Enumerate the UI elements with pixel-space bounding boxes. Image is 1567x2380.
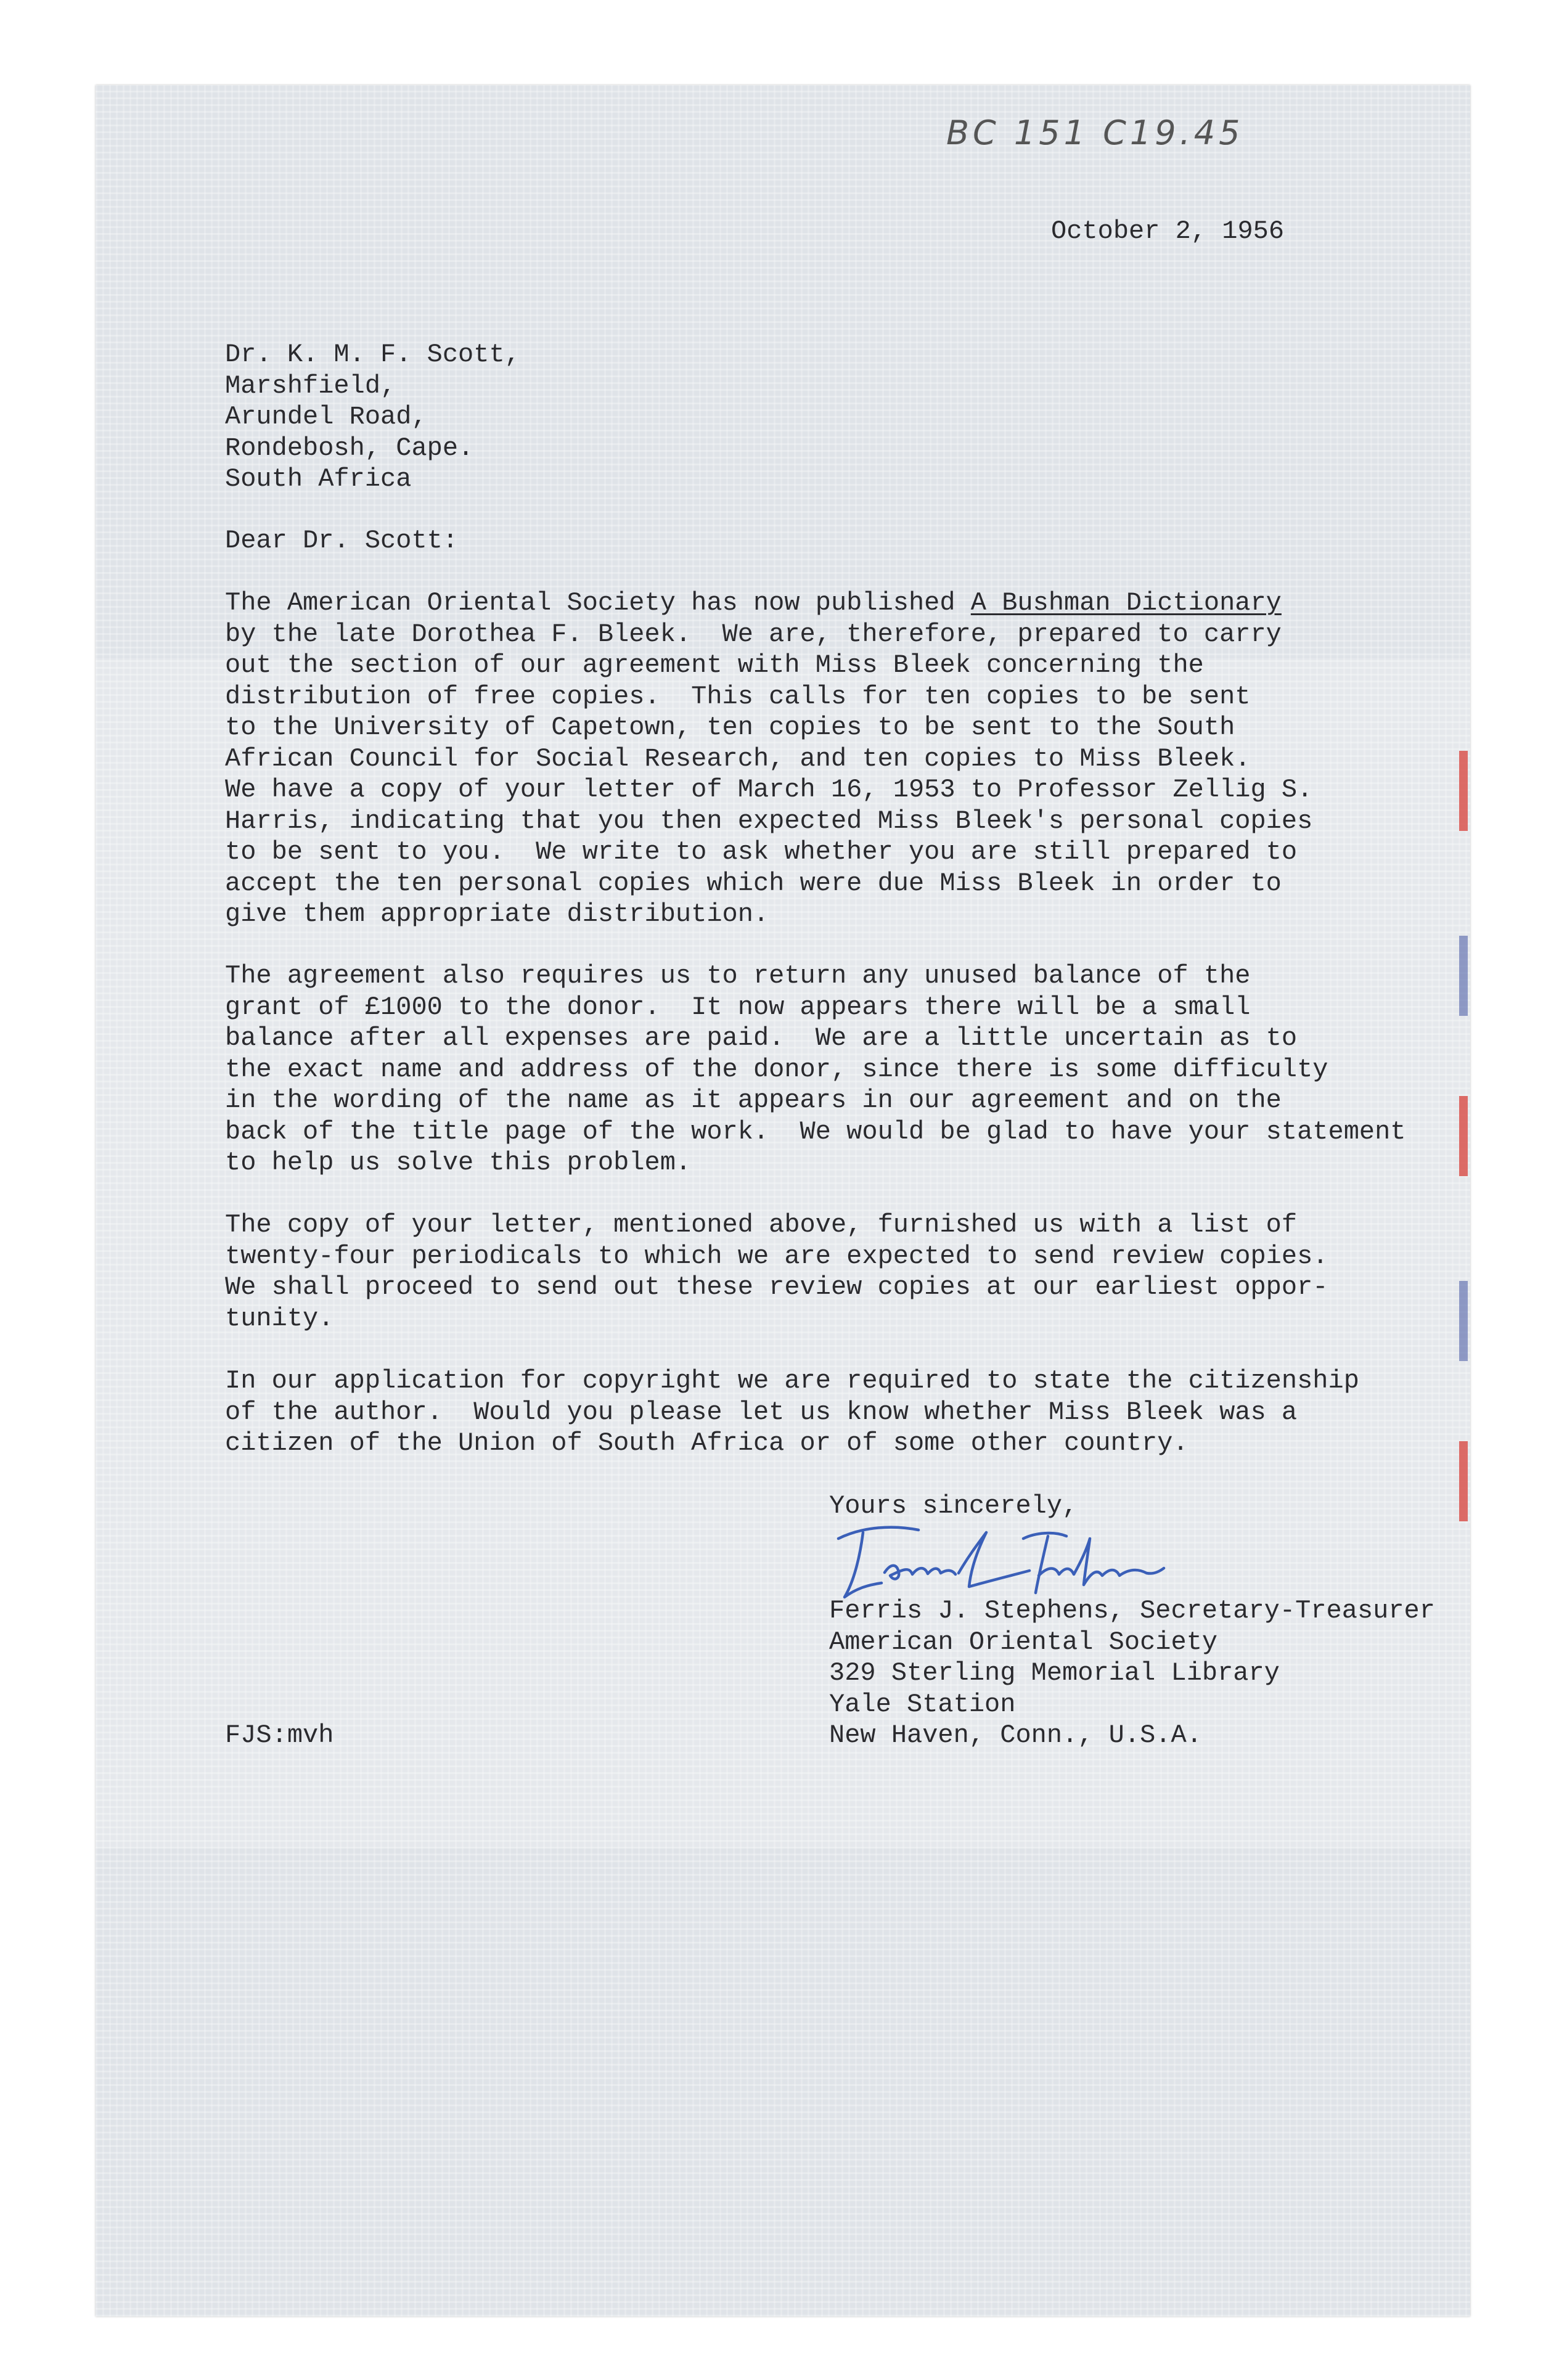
- typist-initials: FJS:mvh: [225, 1720, 334, 1750]
- body-paragraph-4: In our application for copyright we are required to state the citizenship of the author. Would you please let us know whether Miss Bleek was a citizen of the Union of South Africa or of some other country.: [225, 1366, 1359, 1458]
- address-line: Arundel Road,: [225, 402, 427, 431]
- airmail-stripe-red: [1459, 1096, 1468, 1176]
- airmail-stripe-red: [1459, 1441, 1468, 1521]
- archive-reference-note: BC 151 C19.45: [946, 113, 1244, 152]
- airmail-border-stripes: [1446, 751, 1470, 1540]
- recipient-address: [225, 339, 520, 495]
- address-line: Rondebosh, Cape.: [225, 433, 474, 463]
- address-line: Dr. K. M. F. Scott,: [225, 340, 520, 369]
- letter-date: October 2, 1956: [1051, 216, 1285, 246]
- airmail-stripe-blue: [1459, 1281, 1468, 1361]
- airmail-stripe-blue: [1459, 936, 1468, 1016]
- airmail-stripe-red: [1459, 751, 1468, 831]
- signature-block: Ferris J. Stephens, Secretary-Treasurer American Oriental Society 329 Sterling Memorial Library Yale Station New Haven, Conn., U.S.A.: [829, 1596, 1435, 1750]
- paragraph-1-intro: The American Oriental Society has now published: [225, 588, 971, 618]
- address-line: South Africa: [225, 464, 412, 494]
- paragraph-1-body: by the late Dorothea F. Bleek. We are, therefore, prepared to carry out the section of our agreement with Miss Bleek concerning the distribution of free copies. This calls for ten copies to be sent to the University of Capetown, ten copies to be sent to the South African Council for Social Research, and ten copies to Miss Bleek. We have a copy of your letter of March 16, 1953 to Professor Zellig S. Harris, indicating that you then expected Miss Bleek's personal copies to be sent to you. We write to ask whether you are still prepared to accept the ten personal copies which were due Miss Bleek in order to give them appropriate distribution.: [225, 619, 1313, 929]
- body-paragraph-2: The agreement also requires us to return any unused balance of the grant of £1000 to the donor. It now appears there will be a small balance after all expenses are paid. We are a little uncertain as to the exact name and address of the donor, since there is some difficulty in the wording of the name as it appears in our agreement and on the back of the title page of the work. We would be glad to have your statement to help us solve this problem.: [225, 961, 1406, 1177]
- salutation: Dear Dr. Scott:: [225, 526, 459, 555]
- complimentary-closing: Yours sincerely,: [829, 1491, 1078, 1521]
- body-paragraph-1: [225, 587, 1312, 930]
- letter-page: [96, 85, 1470, 2317]
- book-title: A Bushman Dictionary: [970, 588, 1282, 618]
- handwritten-signature: [826, 1514, 1171, 1606]
- body-paragraph-3: The copy of your letter, mentioned above, furnished us with a list of twenty-four periodicals to which we are expected to send review copies. We shall proceed to send out these review copies at our earliest oppor- tunity.: [225, 1210, 1328, 1333]
- address-line: Marshfield,: [225, 370, 396, 401]
